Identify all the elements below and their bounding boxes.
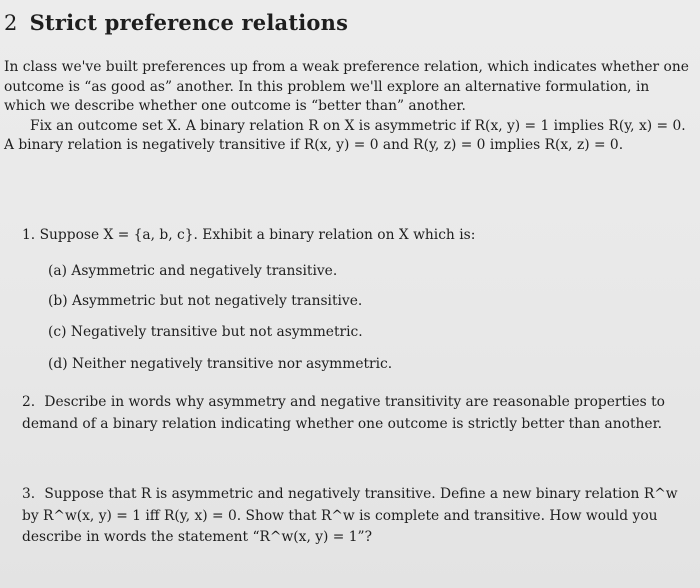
- section-heading: [4, 10, 348, 35]
- section-number: 2: [4, 11, 18, 35]
- subitem-label: (c): [48, 324, 67, 340]
- question-1-number: 1.: [22, 227, 36, 243]
- question-3: [22, 484, 686, 549]
- section-title: Strict preference relations: [29, 10, 349, 35]
- question-3-text: Suppose that R is asymmetric and negatively transitive. Define a new binary relation R^w by R^w(x, y) = 1 iff R(y, x) = 0. Show that R^w is complete and transitive. How would you describe in words the statement “R^w(x, y) = 1”?: [22, 486, 678, 545]
- question-1-text: Suppose X = {a, b, c}. Exhibit a binary relation on X which is:: [39, 227, 476, 243]
- subitem-label: (a): [48, 263, 67, 279]
- question-3-number: 3.: [22, 486, 36, 502]
- intro-paragraph-1: In class we've built preferences up from a weak preference relation, which indicates whether one outcome is “as good as” another. In this problem we'll explore an alternative formulation, in which we describe whether one outcome is “better than” another.: [4, 59, 689, 114]
- intro-paragraph-2: Fix an outcome set X. A binary relation R on X is asymmetric if R(x, y) = 1 implies R(y, x) = 0. A binary relation is negatively transitive if R(x, y) = 0 and R(y, z) = 0 implies R(x, z) = 0.: [4, 117, 686, 153]
- subitem-text: Asymmetric and negatively transitive.: [71, 263, 338, 279]
- subitem-a: [48, 262, 337, 281]
- question-2: [22, 392, 686, 435]
- question-1: [22, 226, 682, 245]
- question-2-number: 2.: [22, 394, 36, 410]
- subitem-text: Neither negatively transitive nor asymmetric.: [72, 356, 393, 372]
- subitem-label: (b): [48, 293, 68, 309]
- subitem-d: [48, 355, 392, 374]
- subitem-c: [48, 323, 363, 342]
- subitem-text: Asymmetric but not negatively transitive.: [72, 293, 363, 309]
- question-2-text: Describe in words why asymmetry and negative transitivity are reasonable properties to demand of a binary relation indicating whether one outcome is strictly better than another.: [22, 394, 665, 432]
- intro-text: [4, 58, 692, 156]
- subitem-label: (d): [48, 356, 68, 372]
- subitem-text: Negatively transitive but not asymmetric.: [70, 324, 363, 340]
- subitem-b: [48, 292, 362, 311]
